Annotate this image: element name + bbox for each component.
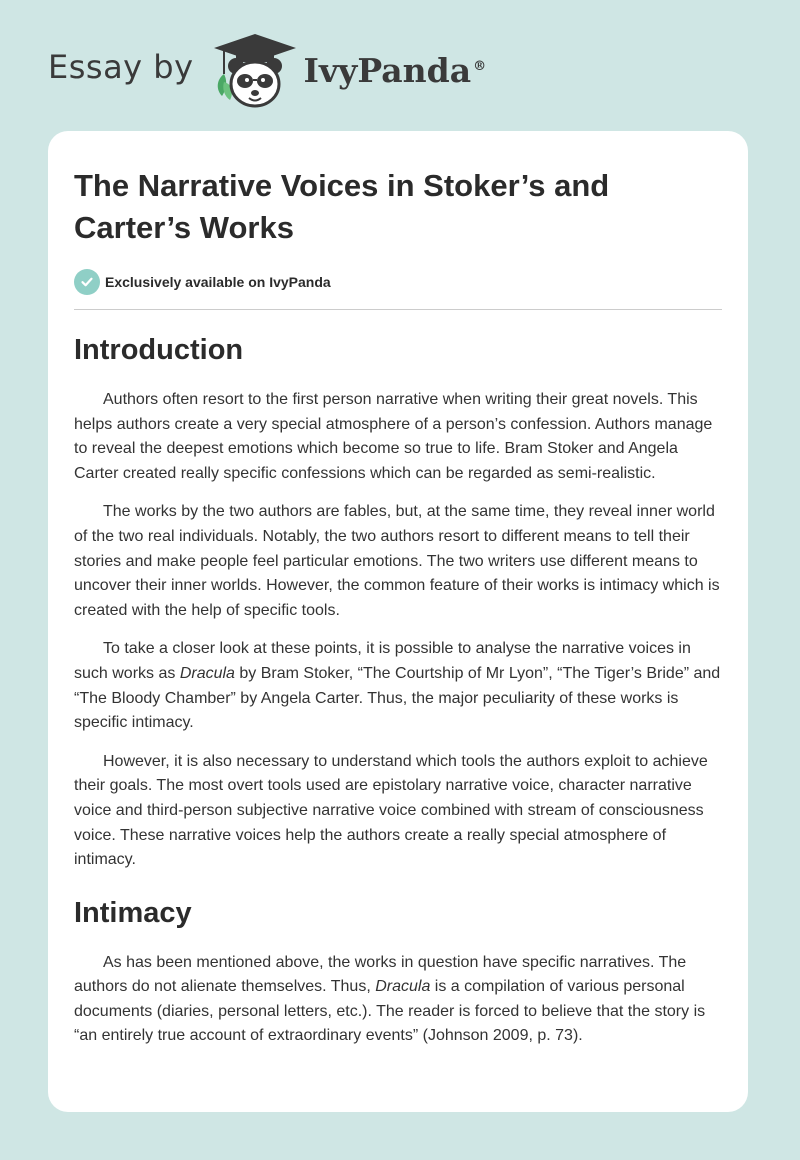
site-header xyxy=(48,30,486,110)
work-title-italic: Dracula xyxy=(375,978,431,996)
body-paragraph xyxy=(74,951,722,1049)
paragraph-text: The works by the two authors are fables, but, at the same time, they reveal inner world of the two real individuals. Notably, the two authors resort to different means to tell their stories and make people feel particular emotions. The two writers use different means to uncover their inner worlds. However, the common feature of their works is intimacy which is created with the help of specific tools. xyxy=(74,503,720,619)
panda-graduate-icon xyxy=(212,30,298,110)
registered-mark: ® xyxy=(473,58,487,74)
essay-card xyxy=(48,131,748,1112)
paragraph-text: is a compilation of various personal documents (diaries, personal letters, etc.). The reader is forced to believe that the story is “an entirely true account of extraordinary events” (Johnson 2009, p. 73). xyxy=(74,978,706,1045)
body-paragraph xyxy=(74,500,722,623)
work-title-italic: Dracula xyxy=(179,664,235,682)
body-paragraph xyxy=(74,637,722,735)
paragraph-text: However, it is also necessary to understand which tools the authors exploit to achieve their goals. The most overt tools used are epistolary narrative voice, character narrative voice and third-person subjective narrative voice combined with stream of consciousness voice. These narrative voices help the authors create a really special atmosphere of intimacy. xyxy=(74,752,708,869)
exclusive-label: Exclusively available on IvyPanda xyxy=(105,274,331,290)
check-circle-icon xyxy=(74,269,100,295)
body-paragraph xyxy=(74,388,722,486)
divider xyxy=(74,309,722,310)
exclusive-badge xyxy=(74,269,722,295)
paragraph-text: To take a closer look at these points, it is possible to analyse the narrative voices in such works as xyxy=(74,640,691,682)
paragraph-text: Authors often resort to the first person narrative when writing their great novels. This helps authors create a very special atmosphere of a person’s confession. Authors manage to reveal the deepest emotions which become so true to life. Bram Stoker and Angela Carter created really specific confessions which can be regarded as semi-realistic. xyxy=(74,391,713,482)
page-title: The Narrative Voices in Stoker’s and Carter’s Works xyxy=(74,168,610,245)
brand-name: IvyPanda ® xyxy=(303,50,487,90)
essay-body xyxy=(74,330,722,1049)
body-paragraph xyxy=(74,750,722,873)
paragraph-text: by Bram Stoker, “The Courtship of Mr Lyon”, “The Tiger’s Bride” and “The Bloody Chamber” by Angela Carter. Thus, the major peculiarity of these works is specific intimacy. xyxy=(74,664,721,732)
section-heading: Intimacy xyxy=(74,896,192,929)
essay-by-label: Essay by xyxy=(48,48,194,86)
paragraph-text: As has been mentioned above, the works in question have specific narratives. The authors do not alienate themselves. Thus, xyxy=(74,953,687,996)
section-heading: Introduction xyxy=(74,334,244,366)
